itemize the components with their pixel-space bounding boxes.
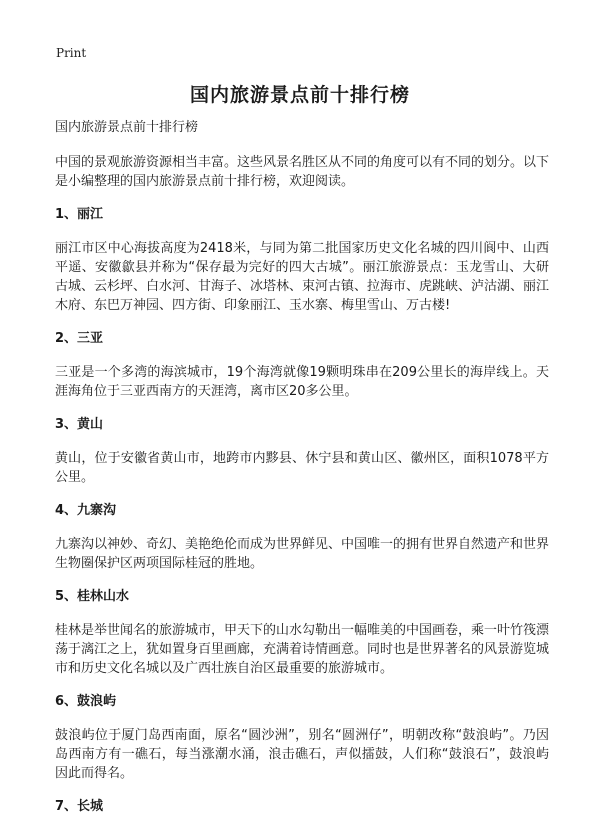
page-title: 国内旅游景点前十排行榜 (189, 84, 410, 106)
print-link[interactable]: Print (56, 46, 87, 60)
section-heading: 4、九寨沟 (55, 503, 117, 518)
intro-paragraph: 中国的景观旅游资源相当丰富。这些风景名胜区从不同的角度可以有不同的划分。以下是小编整理的国内旅游景点前十排行榜，欢迎阅读。 (55, 155, 550, 189)
article-body (55, 119, 549, 831)
section-heading: 1、丽江 (55, 207, 104, 222)
article-subtitle: 国内旅游景点前十排行榜 (55, 120, 199, 135)
section-heading: 6、鼓浪屿 (55, 694, 117, 709)
section-paragraph: 桂林是举世闻名的旅游城市，甲天下的山水勾勒出一幅唯美的中国画卷，乘一叶竹筏漂荡于漓江之上，犹如置身百里画廊，充满着诗情画意。同时也是世界著名的风景游览城市和历史文化名城以及广西壮族自治区最重要的旅游城市。 (55, 623, 550, 676)
section-heading: 7、长城 (55, 799, 104, 814)
section-paragraph: 鼓浪屿位于厦门岛西南面，原名“圆沙洲”，别名“圆洲仔”，明朝改称“鼓浪屿”。乃因岛西南方有一礁石，每当涨潮水涌，浪击礁石，声似擂鼓，人们称“鼓浪石”，鼓浪屿因此而得名。 (55, 728, 549, 781)
section-paragraph: 丽江市区中心海拔高度为2418米，与同为第二批国家历史文化名城的四川阆中、山西平遥、安徽歙县并称为“保存最为完好的四大古城”。丽江旅游景点：玉龙雪山、大研古城、云杉坪、白水河、甘海子、冰塔林、束河古镇、拉海市、虎跳峡、泸沽湖、丽江木府、东巴万神园、四方街、印象丽江、玉水寨、梅里雪山、万古楼! (55, 241, 550, 313)
section-heading: 3、黄山 (55, 417, 104, 432)
section-paragraph: 黄山，位于安徽省黄山市，地跨市内黟县、休宁县和黄山区、徽州区，面积1078平方公里。 (55, 451, 549, 485)
section-heading: 2、三亚 (55, 331, 104, 346)
section-paragraph: 三亚是一个多湾的海滨城市，19个海湾就像19颗明珠串在209公里长的海岸线上。天涯海角位于三亚西南方的天涯湾，离市区20多公里。 (55, 365, 549, 399)
section-heading: 5、桂林山水 (55, 589, 130, 604)
section-paragraph: 九寨沟以神妙、奇幻、美艳绝伦而成为世界鲜见、中国唯一的拥有世界自然遗产和世界生物圈保护区两项国际桂冠的胜地。 (55, 537, 550, 571)
